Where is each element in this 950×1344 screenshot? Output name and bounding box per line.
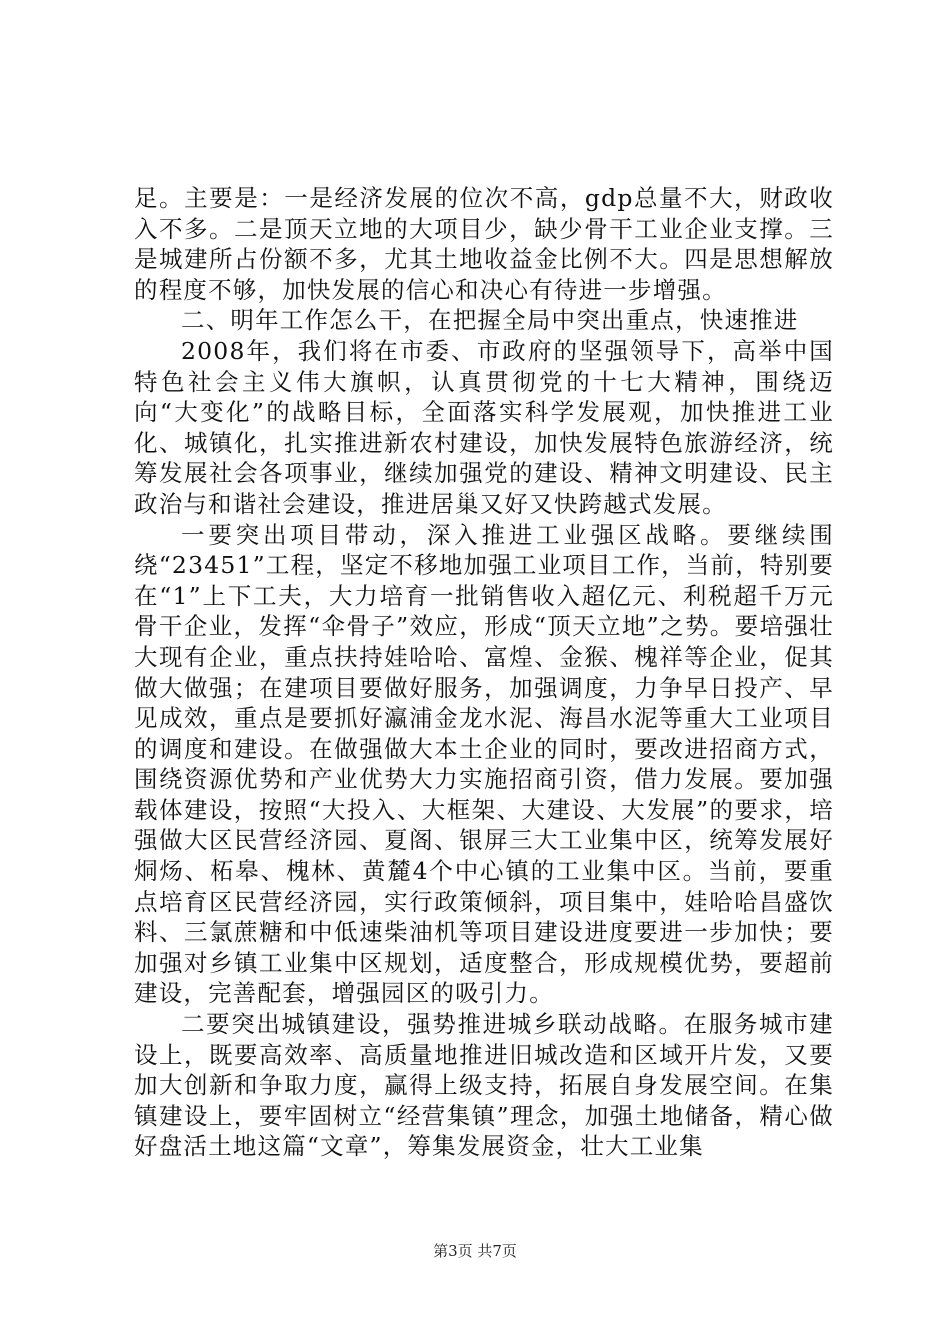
paragraph-3: 一要突出项目带动，深入推进工业强区战略。要继续围绕“23451”工程，坚定不移地加强工业项目工作，当前，特别要在“1”上下工夫，大力培育一批销售收入超亿元、利税超千万元骨干企业，发挥“伞骨子”效应，形成“顶天立地”之势。要培强壮大现有企业，重点扶持娃哈哈、富煌、金猴、槐祥等企业，促其做大做强；在建项目要做好服务，加强调度，力争早日投产、早见成效，重点是要抓好瀛浦金龙水泥、海昌水泥等重大工业项目的调度和建设。在做强做大本土企业的同时，要改进招商方式，围绕资源优势和产业优势大力实施招商引资，借力发展。要加强载体建设，按照“大投入、大框架、大建设、大发展”的要求，培强做大区民营经济园、夏阁、银屏三大工业集中区，统筹发展好烔炀、柘皋、槐林、黄麓4个中心镇的工业集中区。当前，要重点培育区民营经济园，实行政策倾斜，项目集中，娃哈哈昌盛饮料、三氯蔗糖和中低速柴油机等项目建设进度要进一步加快；要加强对乡镇工业集中区规划，适度整合，形成规模优势，要超前建设，完善配套，增强园区的吸引力。 [134,520,834,1008]
paragraph-1: 足。主要是：一是经济发展的位次不高，gdp总量不大，财政收入不多。二是顶天立地的大项目少，缺少骨干工业企业支撑。三是城建所占份额不多，尤其土地收益金比例不大。四是思想解放的程度不够，加快发展的信心和决心有待进一步增强。 [134,184,834,304]
paragraph-4: 二要突出城镇建设，强势推进城乡联动战略。在服务城市建设上，既要高效率、高质量地推进旧城改造和区域开片发，又要加大创新和争取力度，赢得上级支持，拓展自身发展空间。在集镇建设上，要牢固树立“经营集镇”理念，加强土地储备，精心做好盘活土地这篇“文章”，筹集发展资金，壮大工业集 [134,1010,834,1161]
page-footer: 第3页 共7页 [433,1242,517,1260]
body-text [134,183,834,1162]
paragraph-2: 2008年，我们将在市委、市政府的坚强领导下，高举中国特色社会主义伟大旗帜，认真贯彻党的十七大精神，围绕迈向“大变化”的战略目标，全面落实科学发展观，加快推进工业化、城镇化，扎实推进新农村建设，加快发展特色旅游经济，统筹发展社会各项事业，继续加强党的建设、精神文明建设、民主政治与和谐社会建设，推进居巢又好又快跨越式发展。 [134,336,834,518]
section-heading: 二、明年工作怎么干，在把握全局中突出重点，快速推进 [181,306,799,335]
